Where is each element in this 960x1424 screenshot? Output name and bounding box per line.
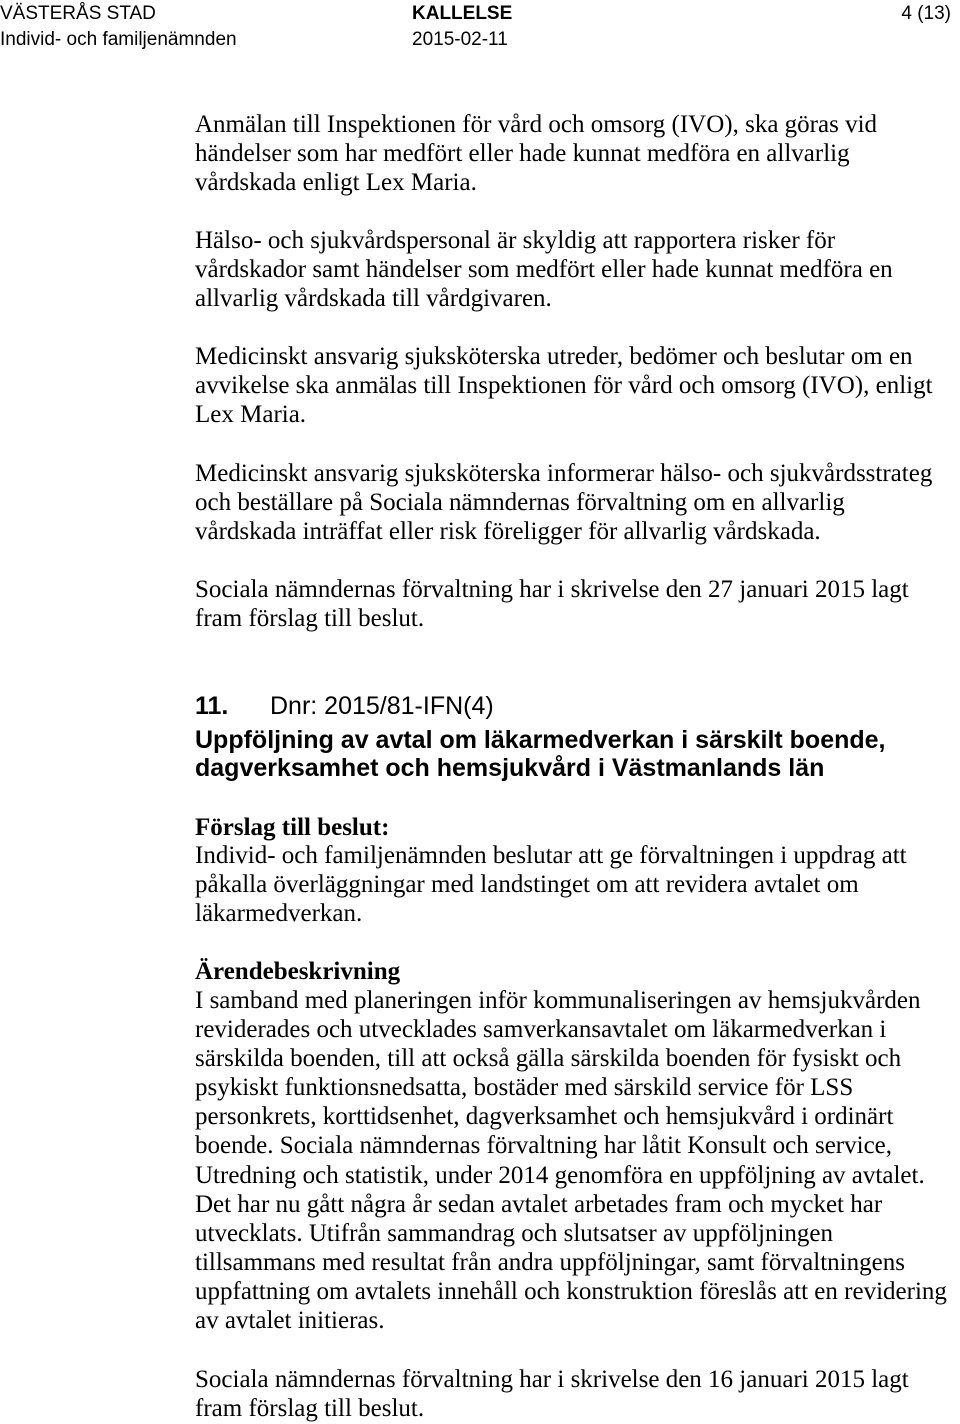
text-line: uppfattning om avtalets innehåll och konstruktion föreslås att en revidering bbox=[195, 1277, 947, 1305]
text-line: Medicinskt ansvarig sjuksköterska informerar hälso- och sjukvårdsstrateg bbox=[195, 460, 933, 487]
text-line: psykiskt funktionsnedsatta, bostäder med särskild service för LSS bbox=[195, 1074, 854, 1102]
proposal-text bbox=[195, 841, 907, 928]
proposal-heading: Förslag till beslut: bbox=[195, 814, 390, 841]
text-line: tillsammans med resultat från andra uppföljningar, samt förvaltningens bbox=[195, 1248, 905, 1276]
item-reference bbox=[195, 691, 494, 721]
text-line: Sociala nämndernas förvaltning har i skrivelse den 27 januari 2015 lagt bbox=[195, 576, 909, 603]
paragraph-ivo-report bbox=[195, 110, 877, 197]
text-line: Det har nu gått några år sedan avtalet arbetades fram och mycket har bbox=[195, 1190, 883, 1218]
text-line: fram förslag till beslut. bbox=[195, 605, 425, 633]
paragraph-proposal-note bbox=[195, 575, 909, 633]
closing-text bbox=[195, 1365, 909, 1423]
text-line: och beställare på Sociala nämndernas förvaltning om en allvarlig bbox=[195, 489, 845, 517]
page-number: 4 (13) bbox=[901, 3, 951, 24]
organization-name: VÄSTERÅS STAD bbox=[0, 3, 156, 24]
text-line: Sociala nämndernas förvaltning har i skrivelse den 16 januari 2015 lagt bbox=[195, 1366, 909, 1393]
paragraph-staff-duty bbox=[195, 226, 893, 313]
document-date: 2015-02-11 bbox=[412, 29, 508, 50]
text-line: av avtalet initieras. bbox=[195, 1307, 385, 1335]
text-line: reviderades och utvecklades samverkansavtalet om läkarmedverkan i bbox=[195, 1016, 887, 1044]
paragraph-nurse-informs bbox=[195, 459, 932, 546]
text-line: påkalla överläggningar med landstinget om att revidera avtalet om bbox=[195, 871, 859, 899]
text-line: vårdskada enligt Lex Maria. bbox=[195, 169, 477, 197]
item-number: 11. bbox=[195, 692, 229, 720]
text-line: Medicinskt ansvarig sjuksköterska utreder, bedömer och beslutar om en bbox=[195, 343, 913, 370]
text-line: utvecklats. Utifrån sammandrag och slutsatser av uppföljningen bbox=[195, 1219, 834, 1247]
committee-name: Individ- och familjenämnden bbox=[0, 29, 237, 50]
item-title-line: dagverksamhet och hemsjukvård i Västmanlands län bbox=[195, 754, 825, 782]
item-dnr: Dnr: 2015/81-IFN(4) bbox=[270, 692, 494, 720]
text-line: vårdskador samt händelser som medfört eller hade kunnat medföra en bbox=[195, 256, 893, 284]
description-text bbox=[195, 986, 947, 1335]
item-title-line: Uppföljning av avtal om läkarmedverkan i särskilt boende, bbox=[195, 726, 886, 754]
text-line: Individ- och familjenämnden beslutar att ge förvaltningen i uppdrag att bbox=[195, 842, 907, 869]
description-heading: Ärendebeskrivning bbox=[195, 958, 401, 985]
text-line: fram förslag till beslut. bbox=[195, 1395, 425, 1423]
paragraph-nurse-investigates bbox=[195, 342, 933, 429]
text-line: Lex Maria. bbox=[195, 401, 307, 429]
text-line: avvikelse ska anmälas till Inspektionen för vård och omsorg (IVO), enligt bbox=[195, 372, 933, 400]
text-line: I samband med planeringen inför kommunaliseringen av hemsjukvården bbox=[195, 987, 921, 1014]
text-line: Utredning och statistik, under 2014 genomföra en uppföljning av avtalet. bbox=[195, 1161, 925, 1189]
text-line: Hälso- och sjukvårdspersonal är skyldig att rapportera risker för bbox=[195, 227, 836, 254]
text-line: särskilda boenden, till att också gälla särskilda boenden för fysiskt och bbox=[195, 1045, 902, 1073]
text-line: Anmälan till Inspektionen för vård och omsorg (IVO), ska göras vid bbox=[195, 111, 878, 138]
text-line: personkrets, korttidsenhet, dagverksamhet och hemsjukvård i ordinärt bbox=[195, 1103, 894, 1131]
item-title bbox=[195, 726, 886, 782]
text-line: allvarlig vårdskada till vårdgivaren. bbox=[195, 285, 552, 313]
text-line: boende. Sociala nämndernas förvaltning har låtit Konsult och service, bbox=[195, 1132, 893, 1160]
text-line: vårdskada inträffat eller risk föreligger för allvarlig vårdskada. bbox=[195, 518, 821, 546]
text-line: läkarmedverkan. bbox=[195, 900, 363, 928]
text-line: händelser som har medfört eller hade kunnat medföra en allvarlig bbox=[195, 140, 850, 168]
document-type: KALLELSE bbox=[412, 3, 513, 24]
